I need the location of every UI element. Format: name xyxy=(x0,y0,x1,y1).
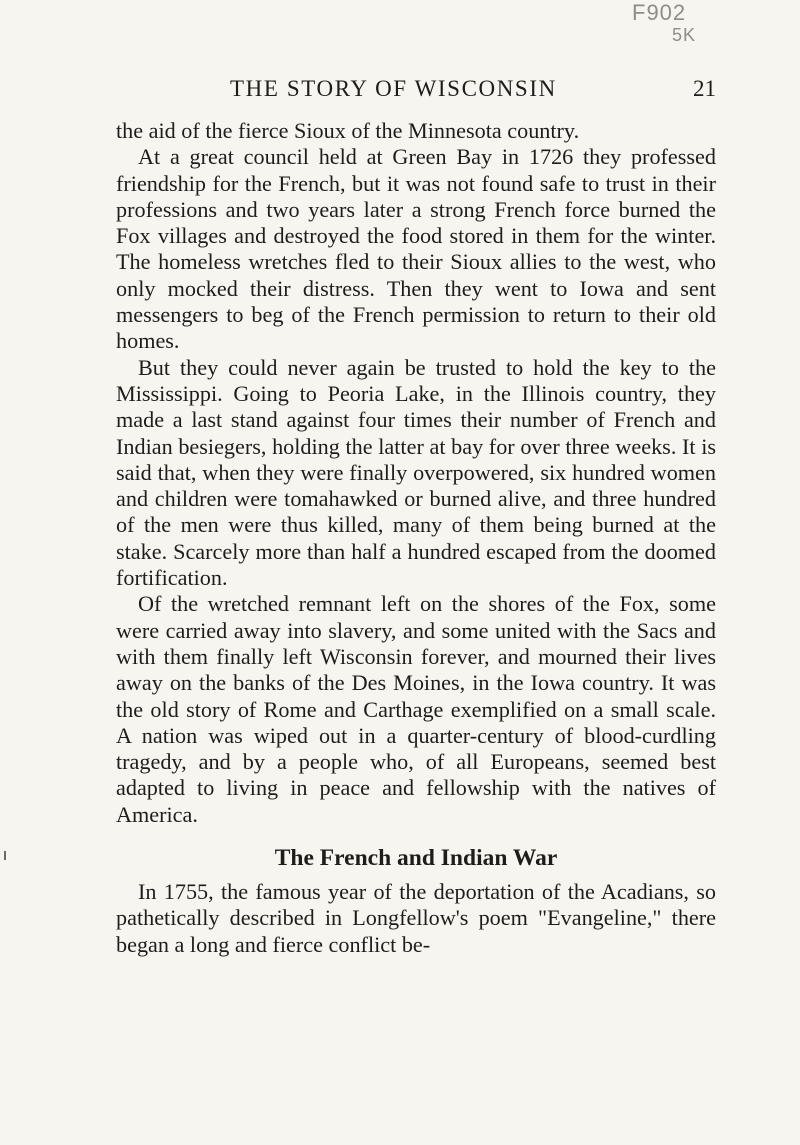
paragraph-continued: the aid of the fierce Sioux of the Minnesota country. xyxy=(116,118,580,143)
catalog-mark-line-1: F902 xyxy=(632,0,687,25)
body-text xyxy=(116,118,716,958)
paragraph-last-stand: But they could never again be trusted to hold the key to the Mississippi. Going to Peoria Lake, in the Illinois country, they made a last stand against four times their number of French and Indian besiegers, holding the latter at bay for over three weeks. It is said that, when they were finally overpowered, six hundred women and children were tomahawked or burned alive, and three hundred of the men were thus killed, many of them being burned at the stake. Scarcely more than half a hundred escaped from the doomed fortification. xyxy=(116,354,716,591)
scan-speck xyxy=(4,851,6,860)
running-header xyxy=(118,72,716,106)
catalog-mark-line-2: 5K xyxy=(672,25,697,45)
section-heading: The French and Indian War xyxy=(274,845,558,872)
page-number: 21 xyxy=(693,76,716,101)
paragraph-council: At a great council held at Green Bay in 1726 they professed friendship for the French, but it was not found safe to trust in their professions and two years later a strong French force burned the Fox villages and destroyed the food stored in them for the winter. The homeless wretches fled to their Sioux allies to the west, who only mocked their distress. Then they went to Iowa and sent messengers to beg of the French permission to return to their old homes. xyxy=(116,144,716,354)
running-title: THE STORY OF WISCONSIN xyxy=(230,76,557,101)
paragraph-french-indian-war: In 1755, the famous year of the deportation of the Acadians, so pathetically described in Longfellow's poem "Evangeline," there began a long and fierce conflict be- xyxy=(116,879,716,957)
paragraph-remnant: Of the wretched remnant left on the shores of the Fox, some were carried away into slavery, and some united with the Sacs and with them finally left Wisconsin forever, and mourned their lives away on the banks of the Des Moines, in the Iowa country. It was the old story of Rome and Carthage exemplified on a small scale. A nation was wiped out in a quarter-century of blood-curdling tragedy, and by a people who, of all Europeans, seemed best adapted to living in peace and fellowship with the natives of America. xyxy=(116,591,716,827)
catalog-mark xyxy=(632,2,696,46)
